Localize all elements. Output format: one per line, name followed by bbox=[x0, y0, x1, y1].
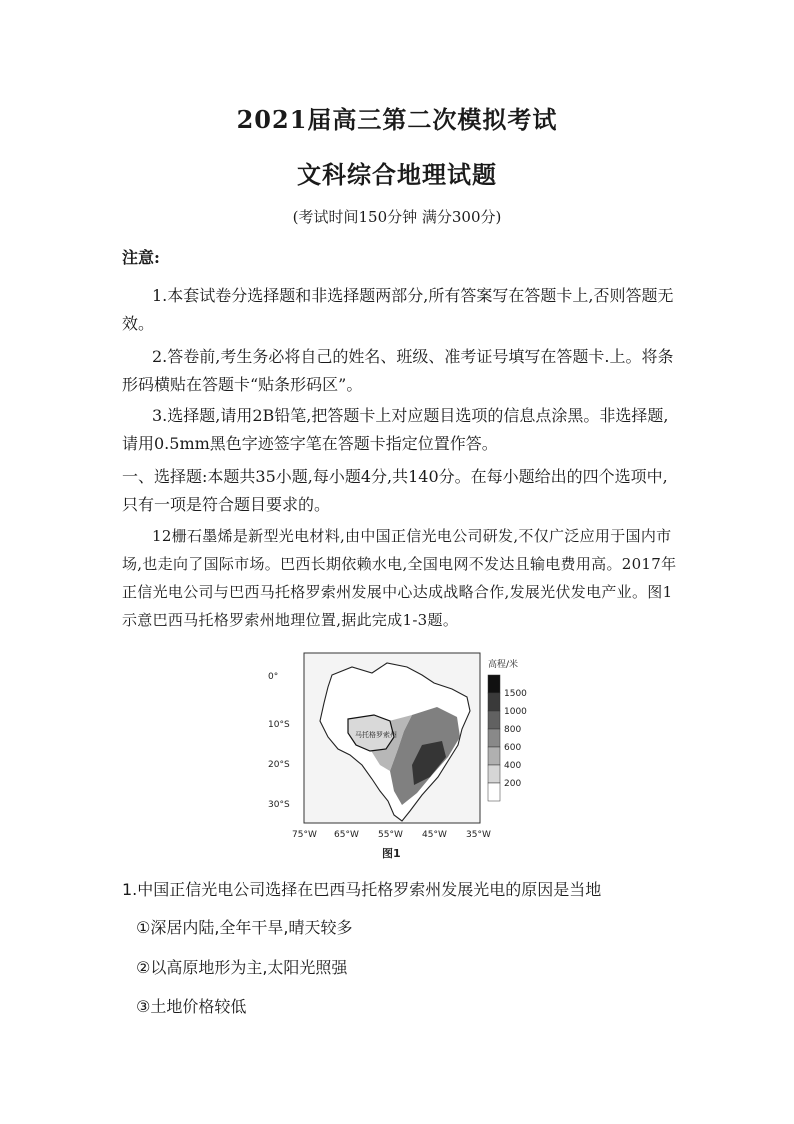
lon-label: 75°W bbox=[292, 830, 317, 840]
legend-value: 200 bbox=[504, 779, 522, 789]
legend-value: 400 bbox=[504, 761, 522, 771]
exam-subtitle: 文科综合地理试题 bbox=[297, 160, 497, 189]
notice-item: 3.选择题,请用2B铅笔,把答题卡上对应题目选项的信息点涂黑。非选择题,请用0.5mm黑色字迹签字笔在答题卡指定位置作答。 bbox=[122, 406, 669, 453]
legend-value: 800 bbox=[504, 725, 522, 735]
figure-caption: 图1 bbox=[382, 847, 401, 860]
legend-value: 1500 bbox=[504, 689, 527, 699]
legend-swatch bbox=[488, 711, 500, 729]
legend-swatch bbox=[488, 765, 500, 783]
lat-label: 10°S bbox=[268, 720, 290, 730]
lat-label: 20°S bbox=[268, 760, 290, 770]
notice-heading: 注意: bbox=[122, 248, 160, 267]
notice-item: 1.本套试卷分选择题和非选择题两部分,所有答案写在答题卡上,否则答题无效。 bbox=[122, 286, 674, 333]
question-1-option: ①深居内陆,全年干旱,晴天较多 bbox=[136, 918, 353, 937]
lat-label: 30°S bbox=[268, 800, 290, 810]
legend-swatch bbox=[488, 693, 500, 711]
legend-swatch bbox=[488, 747, 500, 765]
lon-label: 55°W bbox=[378, 830, 403, 840]
region-label: 马托格罗索州 bbox=[355, 731, 397, 739]
exam-info: (考试时间150分钟 满分300分) bbox=[292, 208, 502, 226]
question-1-option: ②以高原地形为主,太阳光照强 bbox=[136, 958, 348, 977]
question-1-option: ③土地价格较低 bbox=[136, 997, 247, 1016]
legend-swatch bbox=[488, 783, 500, 801]
lon-label: 45°W bbox=[422, 830, 447, 840]
lon-label: 65°W bbox=[334, 830, 359, 840]
question-1-stem: 1.中国正信光电公司选择在巴西马托格罗索州发展光电的原因是当地 bbox=[122, 880, 602, 899]
legend-value: 1000 bbox=[504, 707, 527, 717]
legend-swatch bbox=[488, 729, 500, 747]
lon-label: 35°W bbox=[466, 830, 491, 840]
legend-title: 高程/米 bbox=[488, 660, 519, 670]
reading-passage: 12栅石墨烯是新型光电材料,由中国正信光电公司研发,不仅广泛应用于国内市场,也走向了国际市场。巴西长期依赖水电,全国电网不发达且输电费用高。2017年正信光电公司与巴西马托格罗索州发展中心达成战略合作,发展光伏发电产业。图1示意巴西马托格罗索州地理位置,据此完成1-3题。 bbox=[122, 527, 677, 629]
exam-title: 2021届高三第二次模拟考试 bbox=[236, 105, 558, 134]
figure-1-map bbox=[262, 645, 534, 863]
legend-swatch bbox=[488, 675, 500, 693]
section-heading: 一、选择题:本题共35小题,每小题4分,共140分。在每小题给出的四个选项中,只有一项是符合题目要求的。 bbox=[122, 467, 668, 514]
lat-label: 0° bbox=[268, 672, 279, 682]
notice-item: 2.答卷前,考生务必将自己的姓名、班级、准考证号填写在答题卡.上。将条形码横贴在答题卡“贴条形码区”。 bbox=[122, 347, 674, 394]
legend-value: 600 bbox=[504, 743, 522, 753]
